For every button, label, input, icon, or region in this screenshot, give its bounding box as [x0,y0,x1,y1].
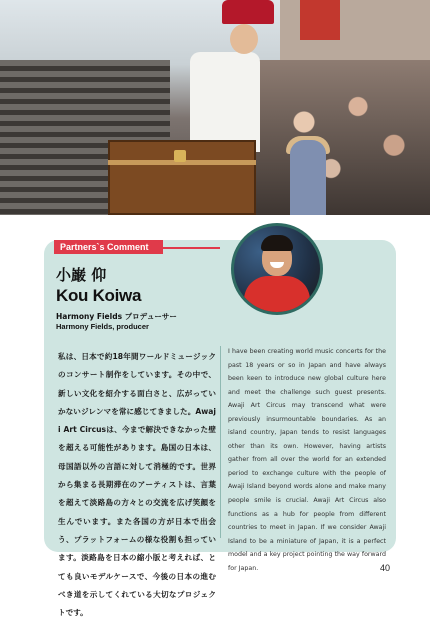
person-name-jp: 小巌 仰 [56,266,107,284]
section-tag-rule [150,247,220,249]
photo-banner [300,0,340,40]
photo-child [290,140,326,215]
column-divider [220,346,221,538]
portrait-hair [261,235,293,251]
person-role-en: Harmony Fields, producer [56,322,149,331]
photo-performer-head [230,24,258,54]
photo-trunk-lock [174,150,186,162]
photo-crowd [250,60,430,215]
section-tag: Partners`s Comment [54,240,163,254]
page-number: 40 [380,563,391,573]
photo-performer-hat [222,0,274,24]
person-portrait [234,226,320,312]
comment-text-en: I have been creating world music concerts for the past 18 years or so in Japan and have always been keen to introduce new global culture here and meet the challenge such guest presents. Awaji Art Circus may transcend what were previously insurmountable boundaries. As an island country, Japan tends to resist languages other than its own. However, having artists gather from all over the world for an extended period to exchange culture with the people of Awaji Island beyond words alone and make many people smile is crucial. Awaji Art Circus also functions as a hub for people from different countries to meet in Japan. If we consider Awaji Island to be a miniature of Japan, it is a perfect model and a key project pointing the way forward for Japan. [228,348,386,572]
portrait-shirt [244,276,310,312]
photo-performer-body [190,52,260,152]
performance-photo [0,0,430,215]
comment-text-jp: 私は、日本で約18年間ワールドミュージックのコンサート制作をしています。その中で、新しい文化を紹介する面白さと、広がっていかないジレンマを常に感じてきました。Awaji Art Circusは、今まで解決できなかった壁を超える可能性があります。島国の日本は、母国語以外の言語に対して消極的です。世界から集まる長期滞在のアーティストは、言葉を超えて淡路島の方々との交流を広げ笑顔を生んでいます。また各国の方が日本で出会う、プラットフォームの様な役割も担っています。淡路島を日本の縮小版と考えれば、とても良いモデルケースで、今後の日本の進むべき道を示してくれている大切なプロジェクトです。 [58,352,216,618]
person-name-en: Kou Koiwa [56,286,142,305]
person-role-jp: Harmony Fields プロデューサー [56,312,177,321]
